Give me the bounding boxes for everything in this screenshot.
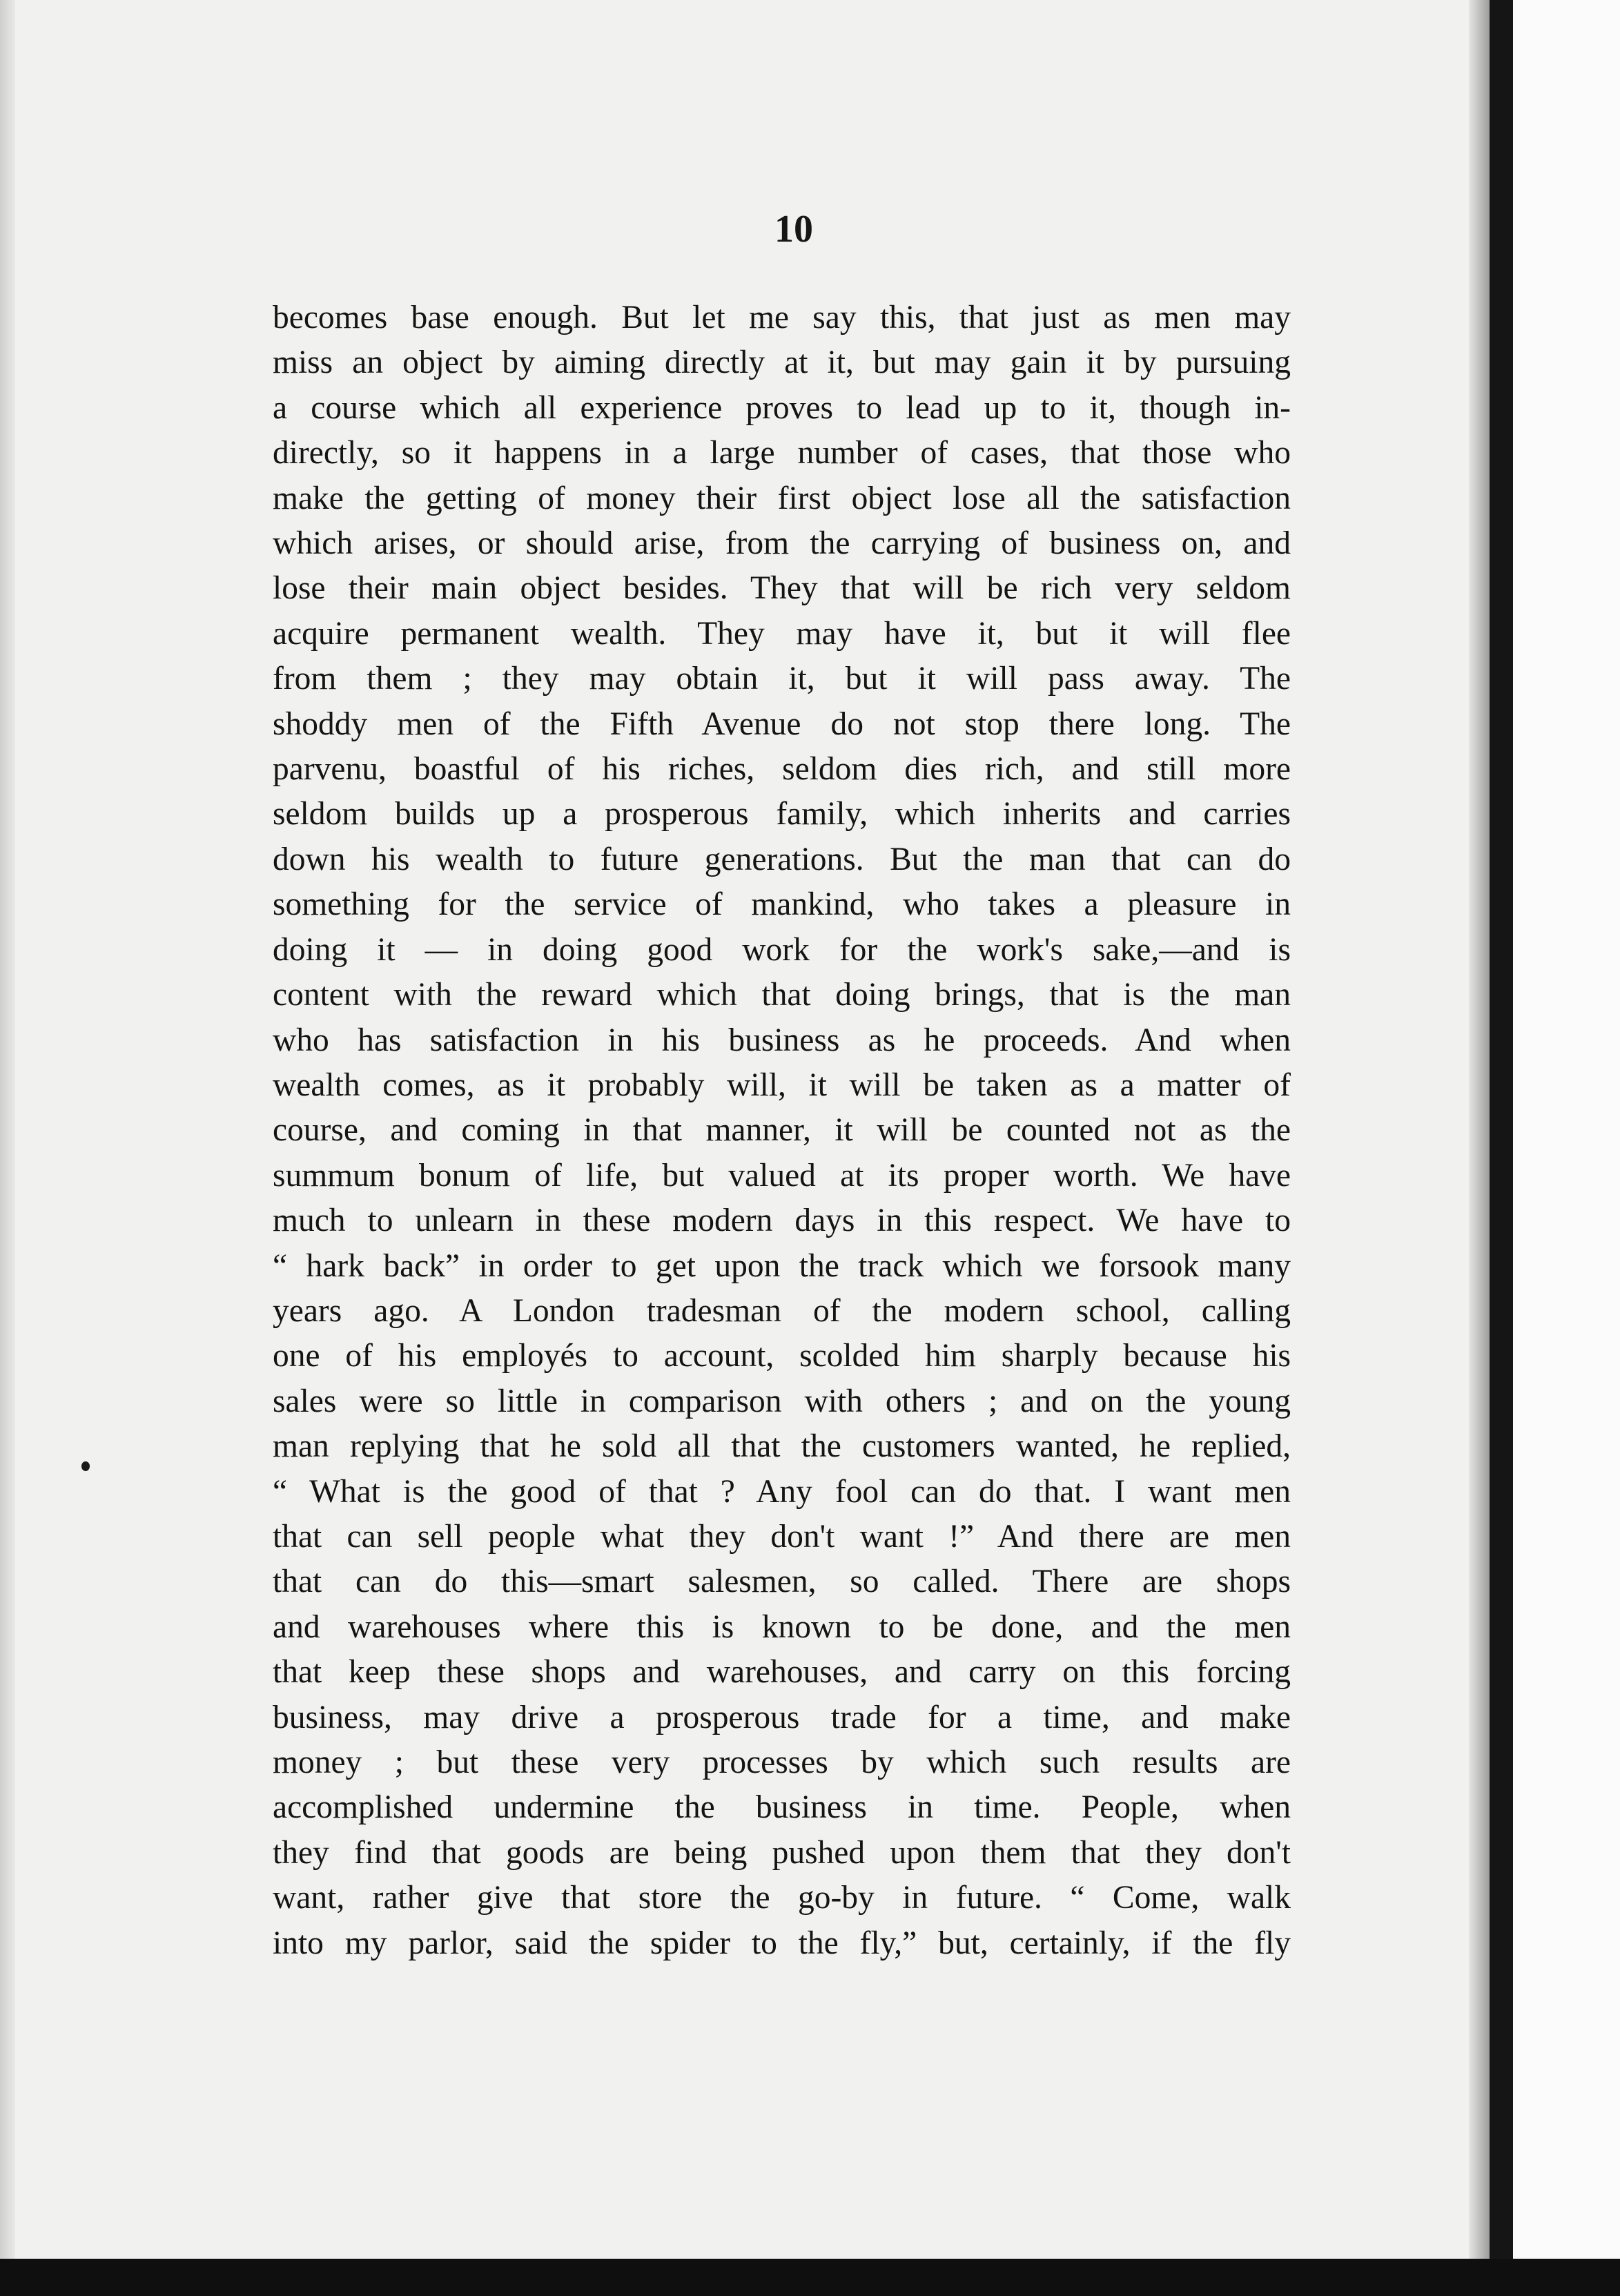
ink-speck bbox=[81, 1461, 90, 1471]
text-line: years ago. A London tradesman of the modern school, calling bbox=[273, 1292, 1291, 1329]
text-line: make the getting of money their first object lose all the satisfaction bbox=[273, 480, 1291, 516]
text-line: and warehouses where this is known to be done, and the men bbox=[273, 1608, 1291, 1645]
text-line: acquire permanent wealth. They may have it, but it will flee bbox=[273, 615, 1291, 652]
text-line: much to unlearn in these modern days in this respect. We have to bbox=[273, 1203, 1291, 1239]
text-line: directly, so it happens in a large number of cases, that those who bbox=[273, 435, 1291, 471]
text-line: shoddy men of the Fifth Avenue do not stop there long. The bbox=[273, 706, 1291, 742]
text-line: content with the reward which that doing brings, that is the man bbox=[273, 977, 1291, 1013]
text-line: that can do this—smart salesmen, so called. There are shops bbox=[273, 1564, 1291, 1600]
text-line: that can sell people what they don't want !” And there are men bbox=[273, 1518, 1291, 1555]
text-line: lose their main object besides. They that will be rich very seldom bbox=[273, 570, 1291, 607]
text-line: one of his employés to account, scolded him sharply because his bbox=[273, 1338, 1291, 1374]
text-line: from them ; they may obtain it, but it will pass away. The bbox=[273, 661, 1291, 697]
text-line: into my parlor, said the spider to the fly,” but, certainly, if the fly bbox=[273, 1925, 1291, 1961]
text-line: miss an object by aiming directly at it, but may gain it by pursuing bbox=[273, 344, 1291, 381]
text-line: business, may drive a prosperous trade for a time, and make bbox=[273, 1699, 1291, 1735]
text-line: want, rather give that store the go-by in future. “ Come, walk bbox=[273, 1880, 1291, 1916]
text-line: doing it — in doing good work for the work's sake,—and is bbox=[273, 931, 1291, 968]
text-line: accomplished undermine the business in time. People, when bbox=[273, 1789, 1291, 1826]
text-line: “ hark back” in order to get upon the track which we forsook many bbox=[273, 1247, 1291, 1284]
text-line: who has satisfaction in his business as he proceeds. And when bbox=[273, 1022, 1291, 1058]
text-line: seldom builds up a prosperous family, which inherits and carries bbox=[273, 796, 1291, 833]
binding-shadow bbox=[1469, 0, 1490, 2296]
binding-band bbox=[1490, 0, 1513, 2296]
scan-bottom-border bbox=[0, 2259, 1620, 2296]
text-line: down his wealth to future generations. But the man that can do bbox=[273, 841, 1291, 877]
text-line: man replying that he sold all that the customers wanted, he replied, bbox=[273, 1428, 1291, 1465]
text-line: summum bonum of life, but valued at its proper worth. We have bbox=[273, 1157, 1291, 1194]
text-line: sales were so little in comparison with others ; and on the young bbox=[273, 1383, 1291, 1419]
text-line: wealth comes, as it probably will, it will be taken as a matter of bbox=[273, 1067, 1291, 1103]
text-line: money ; but these very processes by which such results are bbox=[273, 1744, 1291, 1780]
text-line: parvenu, boastful of his riches, seldom dies rich, and still more bbox=[273, 751, 1291, 788]
page-number: 10 bbox=[774, 208, 813, 251]
text-line: something for the service of mankind, who takes a pleasure in bbox=[273, 886, 1291, 923]
text-line: that keep these shops and warehouses, and carry on this forcing bbox=[273, 1654, 1291, 1691]
page-left-edge bbox=[0, 0, 15, 2296]
body-text bbox=[273, 295, 1291, 1966]
text-line: course, and coming in that manner, it will be counted not as the bbox=[273, 1112, 1291, 1149]
text-line: which arises, or should arise, from the carrying of business on, and bbox=[273, 525, 1291, 562]
text-line: they find that goods are being pushed upon them that they don't bbox=[273, 1834, 1291, 1871]
facing-page-edge bbox=[1513, 0, 1620, 2296]
text-line: a course which all experience proves to lead up to it, though in- bbox=[273, 389, 1291, 426]
text-line: “ What is the good of that ? Any fool can do that. I want men bbox=[273, 1473, 1291, 1510]
text-line: becomes base enough. But let me say this, that just as men may bbox=[273, 300, 1291, 335]
